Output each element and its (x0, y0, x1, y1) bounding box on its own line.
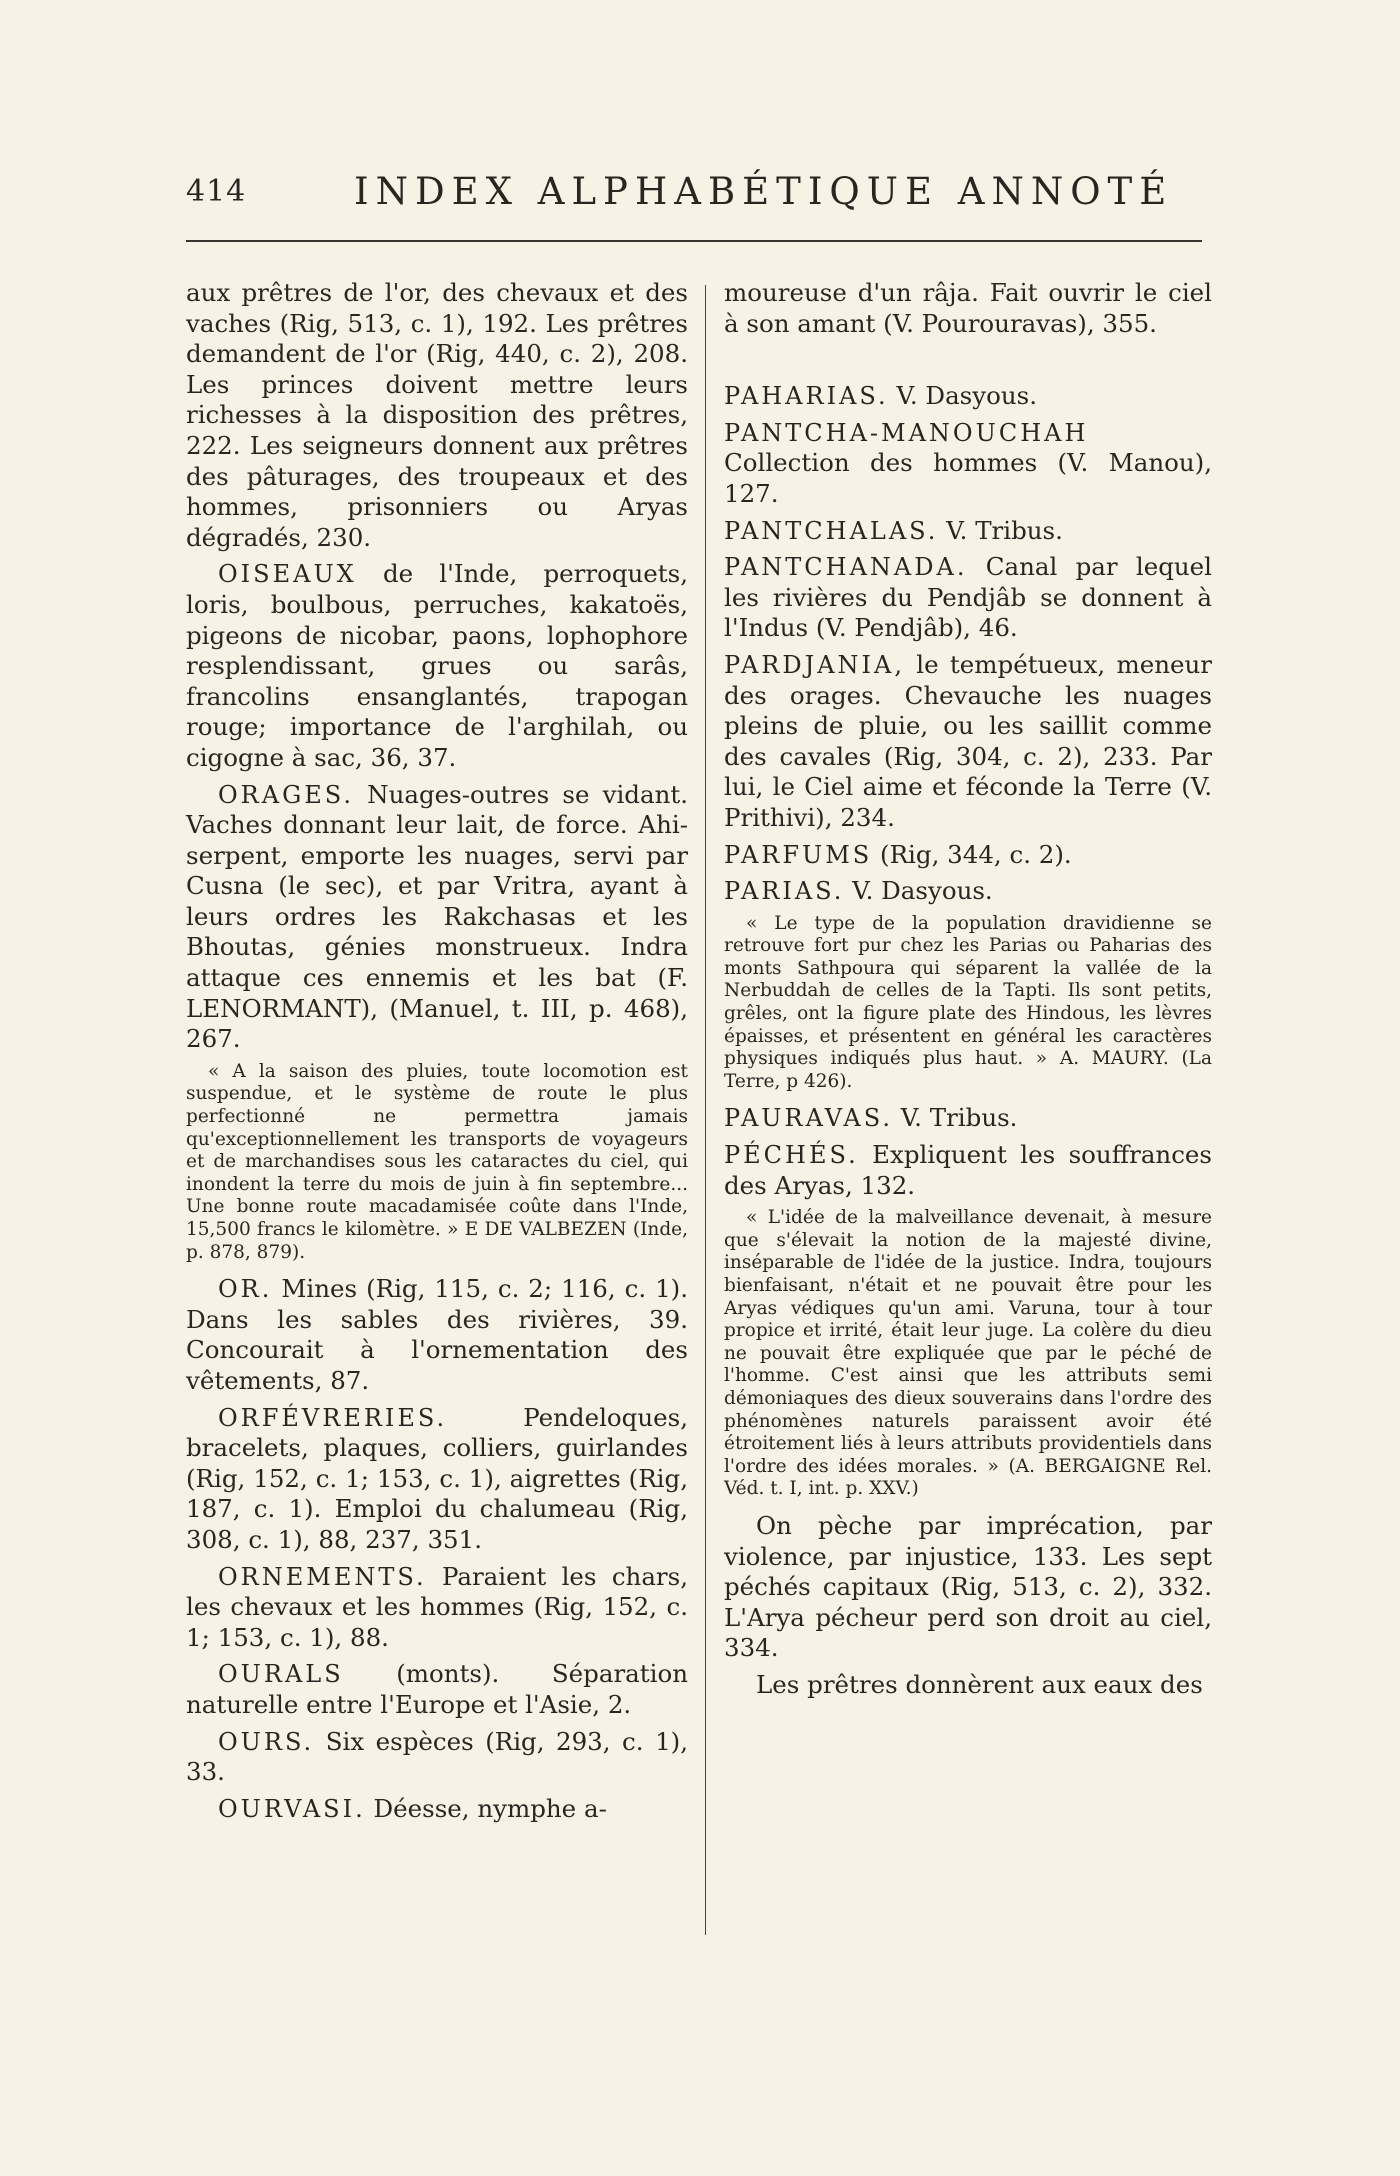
entry-text: Déesse, nymphe a- (373, 1793, 607, 1823)
entry-ours (186, 1727, 688, 1788)
entry-pretres-continued: aux prêtres de l'or, des chevaux et des vaches (Rig, 513, c. 1), 192. Les prêtres demandent de l'or (Rig, 440, c. 2), 208. Les princes doivent mettre leurs richesses à la disposition des prêtres, 222. Les seigneurs donnent aux prêtres des pâturages, des troupeaux et des hommes, prisonniers ou Aryas dégradés, 230. (186, 278, 688, 552)
entry-text: Nuages-outres se vidant. Vaches donnant leur lait, de force. Ahi-serpent, emporte les nuages, servi par Cusna (le sec), et par Vritra, ayant à leurs ordres les Rakchasas et les Bhoutas, génies monstrueux. Indra attaque ces ennemis et les bat (F. LENORMANT), (Manuel, t. III, p. 468), 267. (186, 779, 688, 1054)
entry-head: PANTCHANADA. (724, 553, 968, 582)
entry-orages (186, 780, 688, 1055)
entry-or (186, 1274, 688, 1396)
entry-head: OURS. (218, 1727, 315, 1756)
entry-head: ORFÉVRERIES. (218, 1403, 448, 1432)
entry-text: V. Tribus. (900, 1103, 1018, 1133)
quote-parias: « Le type de la population dravidienne se retrouve fort pur chez les Parias ou Paharias des monts Sathpoura qui séparent la vallée de la Nerbuddah de celles de la Tapti. Ils sont petits, grêles, ont la figure plate des Hindous, les lèvres épaisses, et présentent en général les caractères physiques indiqués plus haut. » A. MAURY. (La Terre, p 426). (724, 912, 1212, 1092)
entry-head: PAURAVAS. (724, 1104, 893, 1133)
entry-head: ORAGES. (218, 780, 354, 809)
page-header (186, 170, 1206, 226)
entry-text: V. Tribus. (946, 515, 1063, 545)
entry-text: (Rig, 344, c. 2). (880, 839, 1072, 869)
quote-orages: « A la saison des pluies, toute locomotion est suspendue, et le système de route le plus perfectionné ne permettra jamais qu'exceptionnellement les transports de voyageurs et de marchandises sous les cataractes du ciel, qui inondent la terre du mois de juin à fin septembre... Une bonne route macadamisée coûte dans l'Inde, 15,500 francs le kilomètre. » E DE VALBEZEN (Inde, p. 878, 879). (186, 1060, 688, 1263)
entry-pantcha-manouchah (724, 418, 1212, 510)
entry-text: Six espèces (Rig, 293, c. 1), 33. (186, 1726, 689, 1787)
entry-ornements (186, 1562, 688, 1654)
entry-parias (724, 876, 1212, 907)
entry-parfums (724, 840, 1212, 871)
entry-pauravas (724, 1103, 1212, 1134)
entry-head: PÉCHÉS. (724, 1141, 859, 1170)
header-rule (186, 240, 1202, 242)
entry-text: V. Dasyous. (852, 876, 993, 906)
entry-head: ORNEMENTS. (218, 1562, 427, 1591)
entry-pardjania (724, 650, 1212, 834)
entry-text: Expliquent les souffrances des Aryas, 132. (724, 1140, 1212, 1200)
right-column (724, 278, 1212, 1707)
entry-head: PAHARIAS. (724, 382, 889, 411)
entry-last-line: Les prêtres donnèrent aux eaux des (756, 1669, 1203, 1699)
entry-head: OURALS (218, 1660, 344, 1689)
entry-text: V. Dasyous. (896, 381, 1037, 411)
running-title: INDEX ALPHABÉTIQUE ANNOTÉ (354, 170, 1174, 213)
entry-text: (monts). Séparation naturelle entre l'Europe et l'Asie, 2. (186, 1659, 688, 1719)
quote-peches: « L'idée de la malveillance devenait, à mesure que s'élevait la notion de la majesté divine, inséparable de l'idée de la justice. Indra, toujours bienfaisant, n'était et ne pouvait être pour les Aryas védiques qu'un ami. Varuna, tour à tour propice et irrité, était leur juge. La colère du dieu ne pouvait être expliquée que par le péché de l'homme. C'est ainsi que les attributs semi démoniaques des dieux souverains dans l'ordre des phénomènes naturels paraissent avoir été étroitement liés à leurs attributs providentiels dans l'ordre des idées morales. » (A. BERGAIGNE Rel. Véd. t. I, int. p. XXV.) (724, 1207, 1212, 1500)
entry-head: PANTCHALAS. (724, 516, 939, 545)
entry-head: PARFUMS (724, 840, 873, 869)
column-divider (705, 285, 706, 1935)
entry-text: de l'Inde, perroquets, loris, boulbous, perruches, kakatoës, pigeons de nicobar, paons, lophophore resplendissant, grues ou sarâs, francolins ensanglantés, trapogan rouge; importance de l'arghilah, ou cigogne à sac, 36, 37. (186, 559, 689, 772)
page-number: 414 (186, 174, 247, 209)
entry-oiseaux (186, 559, 688, 773)
entry-text: le tempétueux, meneur des orages. Chevauche les nuages pleins de pluie, ou les saillit comme des cavales (Rig, 304, c. 2), 233. Par lui, le Ciel aime et féconde la Terre (V. Prithivi), 234. (724, 649, 1212, 832)
entry-head: PARDJANIA, (724, 650, 905, 679)
entry-ourvasi-continued: moureuse d'un râja. Fait ouvrir le ciel à son amant (V. Pourouravas), 355. (724, 278, 1212, 338)
entry-pantchanada (724, 552, 1212, 644)
entry-text: Mines (Rig, 115, c. 2; 116, c. 1). Dans les sables des rivières, 39. Concourait à l'ornementation des vêtements, 87. (186, 1274, 689, 1395)
entry-text: Paraient les chars, les chevaux et les hommes (Rig, 152, c. 1; 153, c. 1), 88. (186, 1561, 688, 1652)
entry-head: OURVASI. (218, 1794, 366, 1823)
entry-orfevreries (186, 1403, 688, 1556)
spacer (724, 345, 1212, 381)
entry-head: PARIAS. (724, 877, 845, 906)
entry-ourals (186, 1659, 688, 1720)
entry-ourvasi (186, 1794, 688, 1825)
entry-pantchalas (724, 516, 1212, 547)
entry-head: OISEAUX (218, 560, 357, 589)
entry-head: OR. (218, 1275, 273, 1304)
left-column (186, 278, 688, 1830)
entry-head: PANTCHA-MANOUCHAH (724, 418, 1089, 447)
entry-paharias (724, 381, 1212, 412)
entry-text: Collection des hommes (V. Manou), 127. (724, 448, 1212, 508)
entry-peches (724, 1140, 1212, 1201)
entry-peche-paragraph: On pèche par imprécation, par violence, par injustice, 133. Les sept péchés capitaux (Rig, 513, c. 2), 332. L'Arya pécheur perd son droit au ciel, 334. (724, 1510, 1212, 1663)
entry-text: Pendeloques, bracelets, plaques, colliers, guirlandes (Rig, 152, c. 1; 153, c. 1), aigrettes (Rig, 187, c. 1). Emploi du chalumeau (Rig, 308, c. 1), 88, 237, 351. (186, 1402, 688, 1554)
entry-text: Canal par lequel les rivières du Pendjâb se donnent à l'Indus (V. Pendjâb), 46. (724, 552, 1212, 643)
